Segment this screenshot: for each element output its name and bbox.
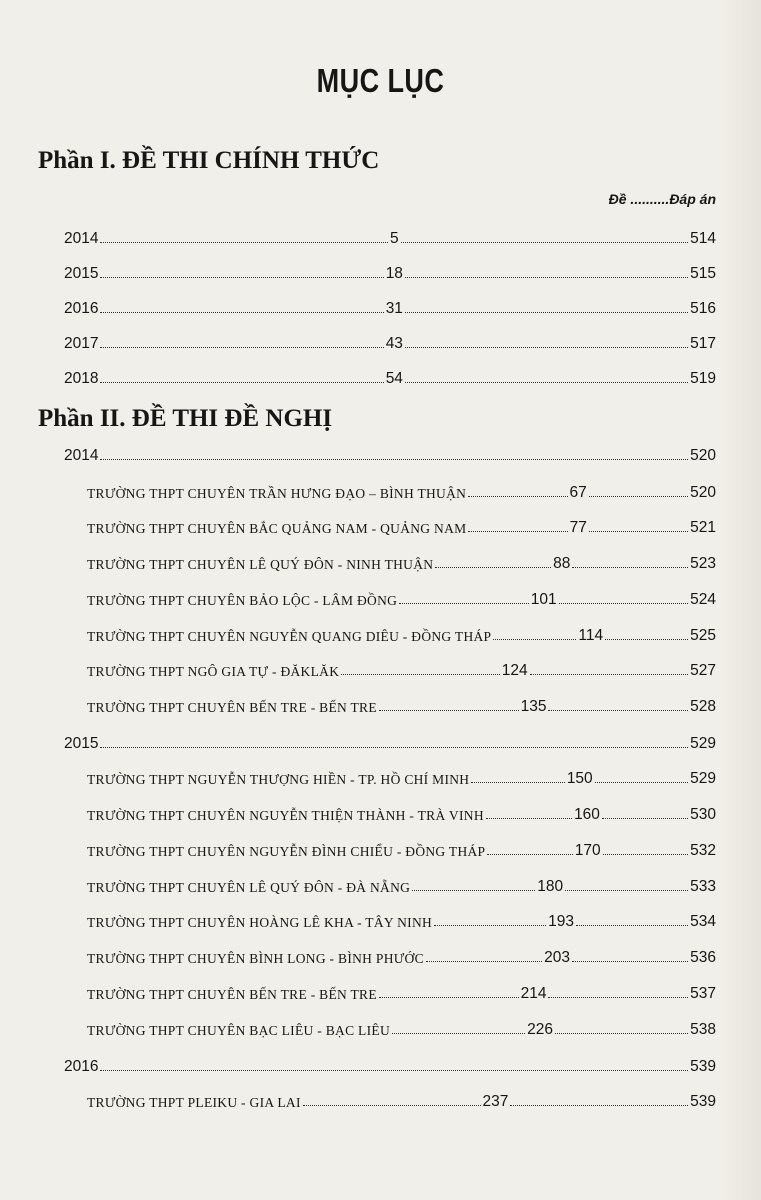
leader-dots <box>100 277 383 278</box>
toc-row[interactable] <box>64 226 716 248</box>
leader-dots <box>559 603 689 604</box>
toc-row-dapan: 538 <box>690 1021 716 1038</box>
toc-row-dapan: 520 <box>690 447 716 464</box>
toc-row-de: 5 <box>390 230 399 247</box>
leader-dots <box>303 1105 481 1106</box>
toc-row-dapan: 521 <box>690 519 716 536</box>
toc-row[interactable] <box>64 261 716 283</box>
toc-row-label: TRƯỜNG THPT CHUYÊN HOÀNG LÊ KHA - TÂY NINH <box>87 915 433 930</box>
toc-row-dapan: 525 <box>690 627 716 644</box>
leader-dots <box>401 242 689 243</box>
toc-row-de: 214 <box>520 985 547 1002</box>
toc-row-label: TRƯỜNG THPT CHUYÊN LÊ QUÝ ĐÔN - NINH THUẬN <box>87 557 434 572</box>
toc-row-dapan: 515 <box>690 265 717 282</box>
toc-row-dapan: 532 <box>690 842 716 859</box>
toc-row-dapan: 516 <box>690 300 717 317</box>
toc-row-dapan: 539 <box>690 1093 716 1110</box>
leader-dots <box>392 1033 525 1034</box>
toc-row[interactable] <box>87 658 716 680</box>
leader-dots <box>602 818 688 819</box>
leader-dots <box>471 782 564 783</box>
leader-dots <box>100 747 688 748</box>
leader-dots <box>493 639 576 640</box>
toc-row-label: TRƯỜNG THPT CHUYÊN TRẦN HƯNG ĐẠO – BÌNH THUẬN <box>87 486 467 501</box>
toc-row-de: 31 <box>385 300 403 317</box>
toc-row-dapan: 529 <box>690 735 716 752</box>
toc-row-label: 2017 <box>64 335 99 352</box>
toc-row-de: 203 <box>544 949 570 966</box>
toc-row-de: 43 <box>385 335 403 352</box>
page-title: MỤC LỤC <box>316 62 445 99</box>
toc-row-label: TRƯỜNG THPT NGUYỄN THƯỢNG HIỀN - TP. HỒ CHÍ MINH <box>87 772 470 787</box>
leader-dots <box>487 854 572 855</box>
toc-row-label: 2015 <box>64 265 99 282</box>
toc-row[interactable] <box>64 366 716 388</box>
toc-row[interactable] <box>64 331 716 353</box>
toc-year-row[interactable] <box>64 1054 716 1076</box>
toc-row-dapan: 537 <box>690 985 717 1002</box>
toc-row-dapan: 529 <box>690 770 717 787</box>
toc-row[interactable] <box>87 623 716 645</box>
toc-row-label: 2014 <box>64 230 99 247</box>
toc-row-dapan: 527 <box>690 662 716 679</box>
toc-row[interactable] <box>87 515 716 537</box>
leader-dots <box>468 496 567 497</box>
leader-dots <box>572 567 688 568</box>
toc-row-de: 67 <box>569 484 587 501</box>
leader-dots <box>100 312 383 313</box>
toc-row-label: TRƯỜNG THPT CHUYÊN LÊ QUÝ ĐÔN - ĐÀ NẴNG <box>87 880 411 895</box>
leader-dots <box>548 997 688 998</box>
page-edge-shadow <box>721 0 761 1200</box>
toc-row-de: 114 <box>578 627 604 644</box>
toc-row-de: 150 <box>566 770 593 787</box>
leader-dots <box>426 961 542 962</box>
toc-row-dapan: 523 <box>690 555 716 572</box>
leader-dots <box>589 531 688 532</box>
leader-dots <box>595 782 688 783</box>
toc-row-dapan: 520 <box>690 484 716 501</box>
toc-row-dapan: 519 <box>690 370 717 387</box>
leader-dots <box>576 925 688 926</box>
leader-dots <box>405 277 688 278</box>
leader-dots <box>435 567 551 568</box>
toc-row-label: TRƯỜNG THPT CHUYÊN BẮC QUẢNG NAM - QUẢNG NAM <box>87 521 467 536</box>
toc-row-de: 226 <box>527 1021 553 1038</box>
toc-row-de: 193 <box>548 913 575 930</box>
leader-dots <box>100 1070 688 1071</box>
toc-row[interactable] <box>64 296 716 318</box>
toc-row-de: 180 <box>537 878 564 895</box>
leader-dots <box>100 242 388 243</box>
leader-dots <box>434 925 546 926</box>
leader-dots <box>399 603 529 604</box>
toc-row[interactable] <box>87 480 716 502</box>
leader-dots <box>100 382 383 383</box>
toc-row-dapan: 539 <box>690 1058 716 1075</box>
leader-dots <box>405 312 688 313</box>
toc-row-dapan: 517 <box>690 335 717 352</box>
leader-dots <box>100 347 383 348</box>
leader-dots <box>572 961 688 962</box>
leader-dots <box>100 459 688 460</box>
leader-dots <box>603 854 688 855</box>
part2-heading: Phần II. ĐỀ THI ĐỀ NGHỊ <box>38 405 333 432</box>
toc-year-row[interactable] <box>64 731 716 753</box>
toc-row[interactable] <box>87 874 716 896</box>
toc-row-label: TRƯỜNG THPT CHUYÊN BẾN TRE - BẾN TRE <box>87 700 377 715</box>
toc-row-de: 18 <box>385 265 403 282</box>
toc-row-label: 2016 <box>64 300 99 317</box>
toc-row-de: 88 <box>553 555 571 572</box>
leader-dots <box>565 890 688 891</box>
toc-row-label: 2015 <box>64 735 99 752</box>
toc-row-de: 170 <box>574 842 601 859</box>
leader-dots <box>412 890 535 891</box>
toc-row-de: 77 <box>569 519 587 536</box>
leader-dots <box>341 674 500 675</box>
part1-heading: Phần I. ĐỀ THI CHÍNH THỨC <box>38 147 380 174</box>
toc-row-label: 2018 <box>64 370 99 387</box>
toc-row-de: 124 <box>501 662 528 679</box>
toc-row-de: 54 <box>385 370 403 387</box>
toc-row[interactable] <box>87 587 716 609</box>
leader-dots <box>405 347 688 348</box>
toc-year-row[interactable] <box>64 443 716 465</box>
toc-row-de: 237 <box>482 1093 509 1110</box>
toc-row-label: TRƯỜNG THPT NGÔ GIA TỰ - ĐĂKLĂK <box>87 664 340 679</box>
toc-row[interactable] <box>87 694 716 716</box>
leader-dots <box>589 496 688 497</box>
leader-dots <box>468 531 567 532</box>
toc-row-dapan: 536 <box>690 949 717 966</box>
toc-row[interactable] <box>87 802 716 824</box>
toc-row[interactable] <box>87 1017 716 1039</box>
toc-row[interactable] <box>87 766 716 788</box>
leader-dots <box>379 710 519 711</box>
leader-dots <box>555 1033 688 1034</box>
leader-dots <box>486 818 572 819</box>
toc-row-label: TRƯỜNG THPT CHUYÊN BẾN TRE - BẾN TRE <box>87 987 377 1002</box>
toc-row-de: 135 <box>520 698 547 715</box>
column-header: Đề ..........Đáp án <box>608 191 716 207</box>
toc-row[interactable] <box>87 909 716 931</box>
toc-row-label: TRƯỜNG THPT CHUYÊN BÌNH LONG - BÌNH PHƯỚC <box>87 951 424 966</box>
toc-row-de: 160 <box>574 806 600 823</box>
toc-row-label: TRƯỜNG THPT CHUYÊN BẢO LỘC - LÂM ĐỒNG <box>87 593 398 608</box>
leader-dots <box>548 710 688 711</box>
toc-row-label: TRƯỜNG THPT PLEIKU - GIA LAI <box>87 1095 301 1110</box>
toc-row-dapan: 530 <box>690 806 716 823</box>
toc-row[interactable] <box>87 945 716 967</box>
toc-row-label: TRƯỜNG THPT CHUYÊN NGUYỄN ĐÌNH CHIỂU - ĐỒNG THÁP <box>87 844 486 859</box>
toc-row-label: TRƯỜNG THPT CHUYÊN BẠC LIÊU - BẠC LIÊU <box>87 1023 390 1038</box>
toc-row-dapan: 528 <box>690 698 717 715</box>
toc-row-label: TRƯỜNG THPT CHUYÊN NGUYỄN THIỆN THÀNH - TRÀ VINH <box>87 808 484 823</box>
toc-row-dapan: 533 <box>690 878 717 895</box>
toc-row-dapan: 534 <box>690 913 717 930</box>
leader-dots <box>379 997 519 998</box>
toc-row-label: TRƯỜNG THPT CHUYÊN NGUYỄN QUANG DIÊU - ĐỒNG THÁP <box>87 629 492 644</box>
toc-row-dapan: 524 <box>690 591 717 608</box>
toc-row-de: 101 <box>530 591 557 608</box>
leader-dots <box>405 382 688 383</box>
toc-row-label: 2016 <box>64 1058 99 1075</box>
toc-row[interactable] <box>87 981 716 1003</box>
toc-row[interactable] <box>87 551 716 573</box>
leader-dots <box>530 674 689 675</box>
toc-row[interactable] <box>87 1089 716 1111</box>
toc-row[interactable] <box>87 838 716 860</box>
toc-row-label: 2014 <box>64 447 99 464</box>
leader-dots <box>605 639 688 640</box>
toc-row-dapan: 514 <box>690 230 717 247</box>
leader-dots <box>510 1105 688 1106</box>
